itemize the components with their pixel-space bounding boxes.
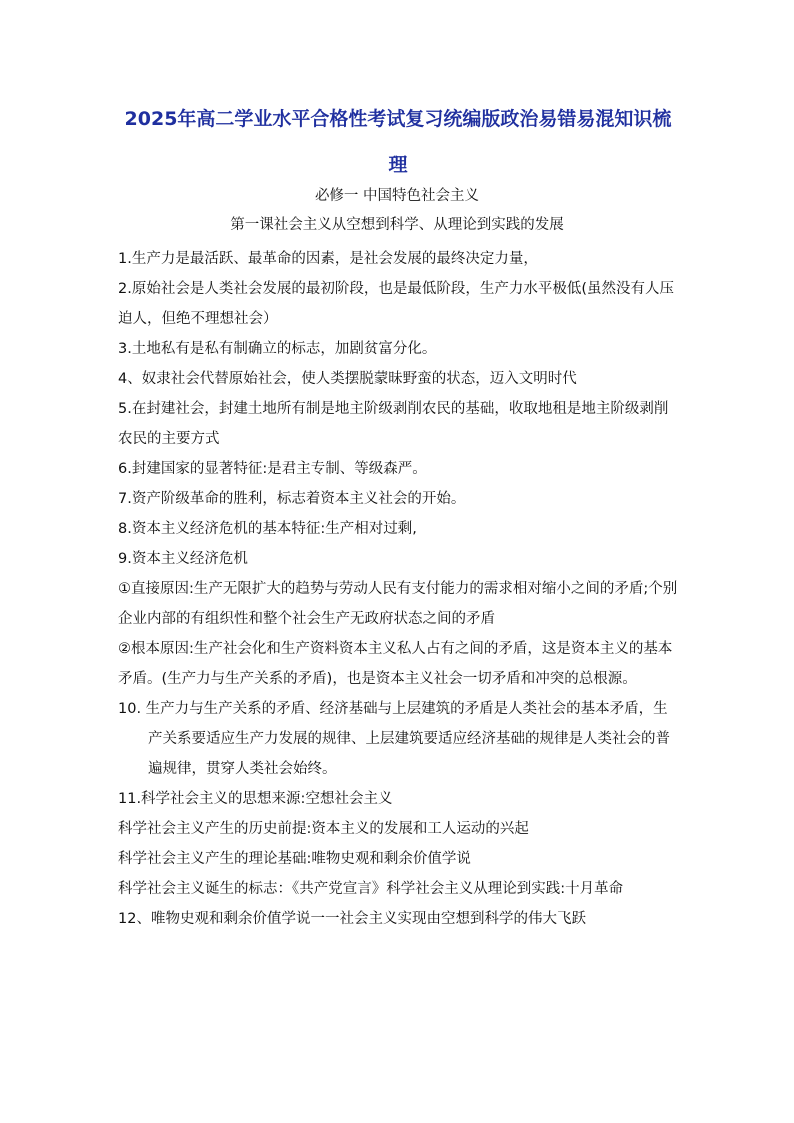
paragraph-11-foundation: 科学社会主义产生的理论基础:唯物史观和剩余价值学说 (118, 851, 471, 867)
paragraph-4: 4、奴隶社会代替原始社会，使人类摆脱蒙昧野蛮的状态，迈入文明时代 (118, 371, 577, 387)
paragraph-11-premise: 科学社会主义产生的历史前提:资本主义的发展和工人运动的兴起 (118, 821, 529, 837)
paragraph-8: 8.资本主义经济危机的基本特征:生产相对过剩, (118, 521, 417, 537)
paragraph-3: 3.土地私有是私有制确立的标志，加剧贫富分化。 (118, 341, 437, 357)
paragraph-7: 7.资产阶级革命的胜利，标志着资本主义社会的开始。 (118, 491, 466, 507)
document-title: 2025年高二学业水平合格性考试复习统编版政治易错易混知识梳理 (124, 108, 672, 176)
paragraph-6: 6.封建国家的显著特征:是君主专制、等级森严。 (118, 461, 427, 477)
paragraph-9-direct-cause: ①直接原因:生产无限扩大的趋势与劳动人民有支付能力的需求相对缩小之间的矛盾;个别企业内部的有组织性和整个社会生产无政府状态之间的矛盾 (118, 581, 678, 627)
paragraph-2: 2.原始社会是人类社会发展的最初阶段，也是最低阶段，生产力水平极低(虽然没有人压迫人，但绝不理想社会） (118, 281, 674, 327)
paragraph-11: 11.科学社会主义的思想来源:空想社会主义 (118, 791, 393, 807)
section-subtitle: 必修一 中国特色社会主义 (314, 188, 480, 204)
paragraph-9-root-cause: ②根本原因:生产社会化和生产资料资本主义私人占有之间的矛盾，这是资本主义的基本矛盾。(生产力与生产关系的矛盾)，也是资本主义社会一切矛盾和冲突的总根源。 (118, 641, 673, 687)
paragraph-9: 9.资本主义经济危机 (118, 551, 248, 567)
paragraph-11-sign: 科学社会主义诞生的标志：《共产党宣言》科学社会主义从理论到实践:十月革命 (118, 881, 624, 897)
lesson-title: 第一课社会主义从空想到科学、从理论到实践的发展 (230, 217, 564, 233)
paragraph-12: 12、唯物史观和剩余价值学说一一社会主义实现由空想到科学的伟大飞跃 (118, 911, 586, 927)
paragraph-10: 10. 生产力与生产关系的矛盾、经济基础与上层建筑的矛盾是人类社会的基本矛盾，生产关系要适应生产力发展的规律、上层建筑要适应经济基础的规律是人类社会的普遍规律，贯穿人类社会始终。 (118, 701, 670, 777)
paragraph-1: 1.生产力是最活跃、最革命的因素，是社会发展的最终决定力量， (118, 251, 538, 267)
document-body (118, 244, 678, 934)
paragraph-5: 5.在封建社会，封建土地所有制是地主阶级剥削农民的基础，收取地租是地主阶级剥削农民的主要方式 (118, 401, 669, 447)
